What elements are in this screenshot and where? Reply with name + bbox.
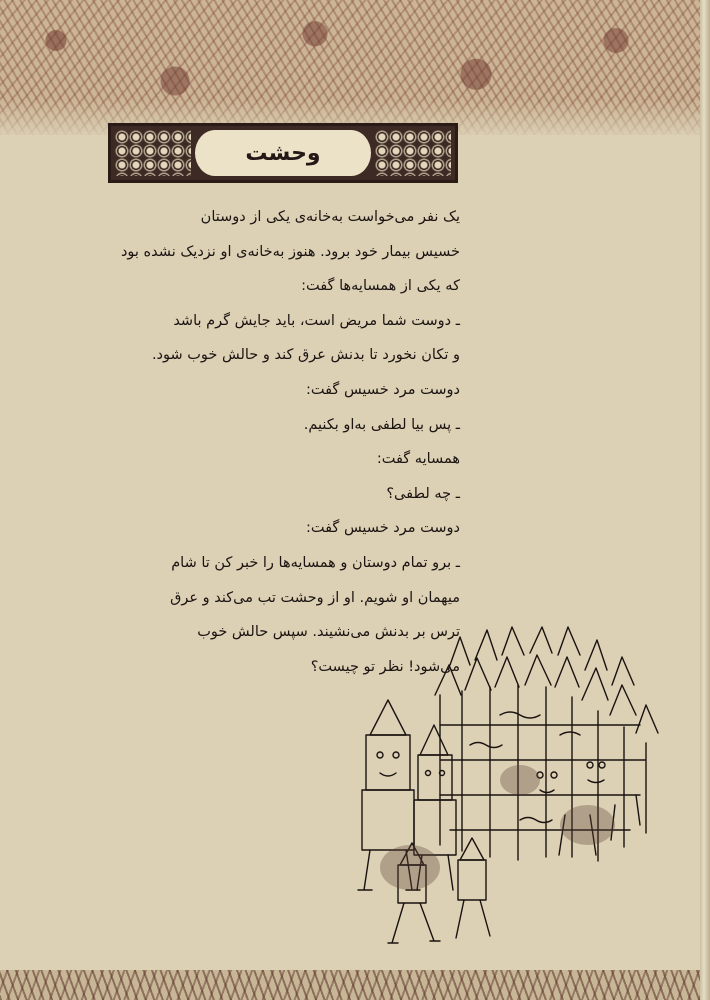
- title-frame: [108, 123, 458, 183]
- page-edge: [700, 0, 710, 1000]
- frame-ornament-right: [375, 130, 451, 176]
- story-line: دوست مرد خسیس گفت:: [305, 381, 460, 398]
- story-line: ـ دوست شما مریض است، باید جایش گرم باشد: [173, 312, 460, 329]
- story-line: ـ چه لطفی؟: [386, 485, 460, 502]
- story-line: خسیس بیمار خود برود. هنوز به‌خانه‌ی او نزدیک نشده بود: [120, 243, 460, 260]
- story-line: و تکان نخورد تا بدنش عرق کند و حالش خوب شود.: [151, 347, 460, 364]
- page-title: وحشت: [245, 140, 321, 166]
- story-text: [100, 200, 460, 684]
- frame-ornament-left: [115, 130, 191, 176]
- title-cartouche: [195, 130, 371, 176]
- story-line: ترس بر بدنش می‌نشیند. سپس حالش خوب: [197, 624, 460, 641]
- story-line: دوست مرد خسیس گفت:: [305, 520, 460, 537]
- story-line: ـ برو تمام دوستان و همسایه‌ها را خبر کن تا شام: [171, 554, 460, 571]
- ink-splotch: [560, 805, 615, 845]
- ink-splotch: [500, 765, 540, 795]
- story-line: می‌شود! نظر تو چیست؟: [310, 658, 460, 675]
- decorative-bottom-band: [0, 970, 700, 1000]
- story-line: یک نفر می‌خواست به‌خانه‌ی یکی از دوستان: [200, 209, 460, 225]
- story-line: میهمان او شویم. او از وحشت تب می‌کند و عرق: [170, 589, 460, 606]
- crowd-of-people-drawing-icon: [340, 615, 680, 960]
- story-line: همسایه گفت:: [376, 451, 460, 468]
- ink-splotch: [380, 845, 440, 890]
- story-line: که یکی از همسایه‌ها گفت:: [301, 278, 460, 295]
- story-line: ـ پس بیا لطفی به‌او بکنیم.: [303, 416, 460, 433]
